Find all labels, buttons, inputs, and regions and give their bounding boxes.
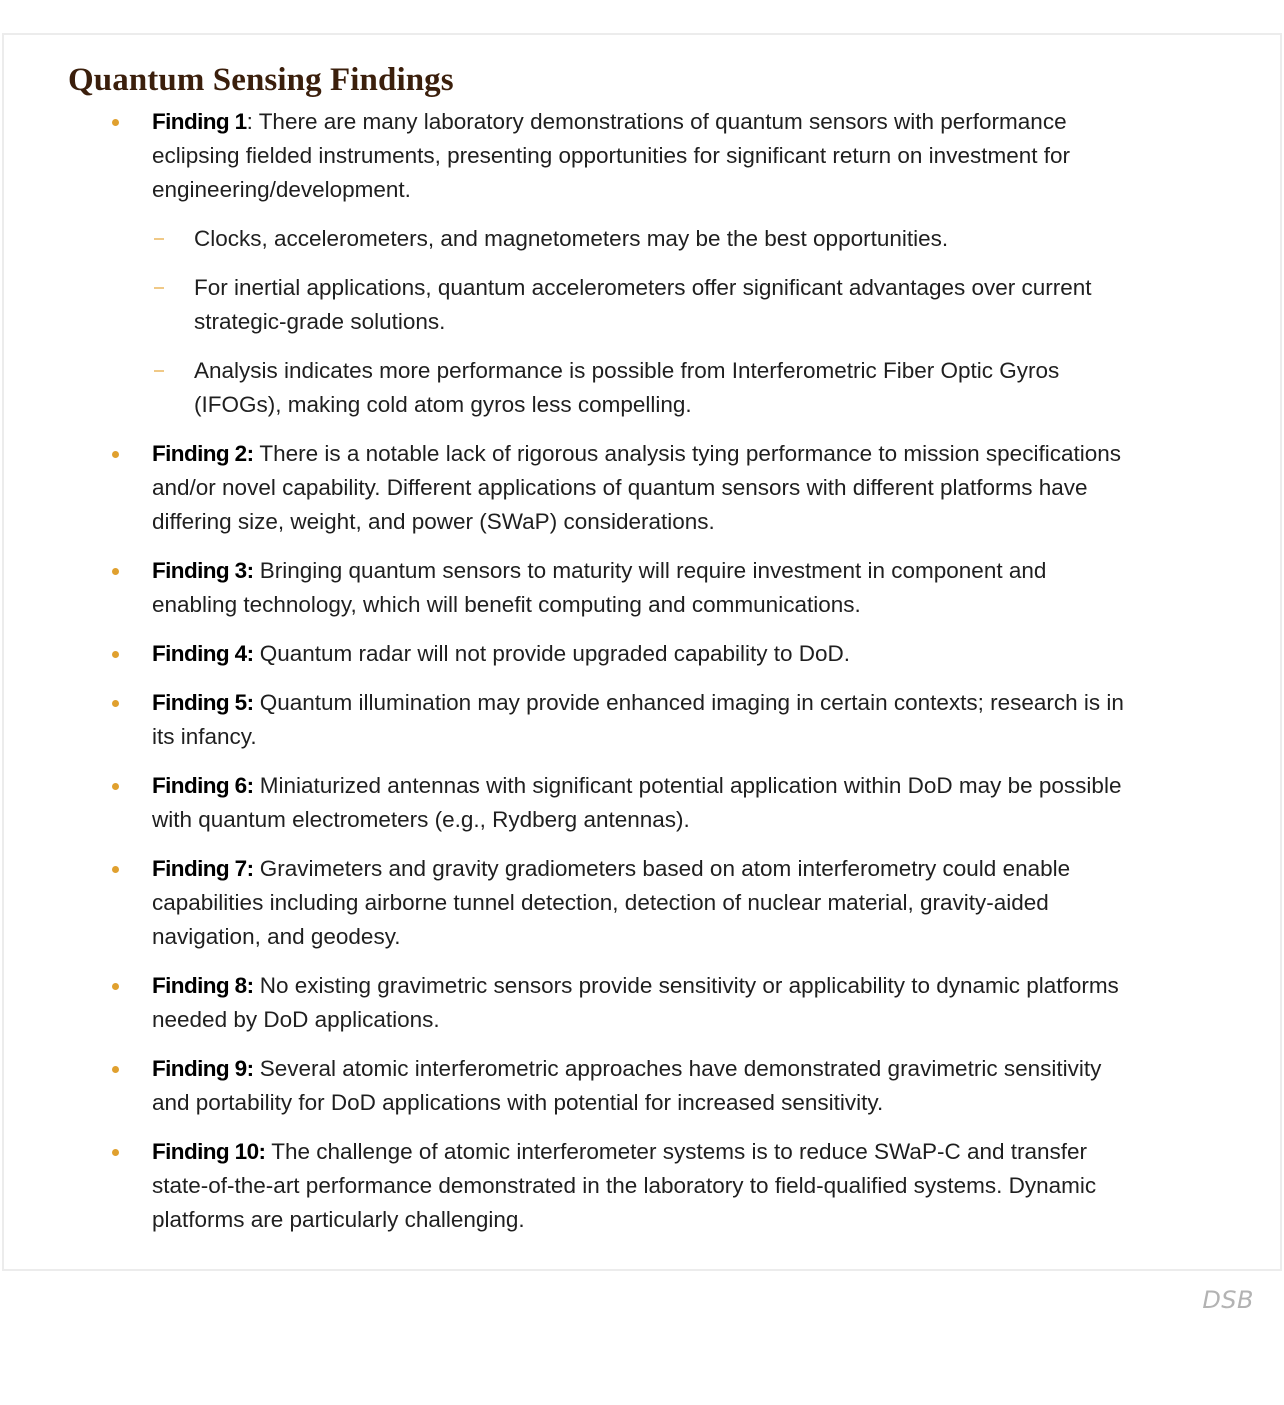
bullet-icon	[112, 1149, 119, 1156]
sub-findings-list	[152, 222, 1134, 422]
finding-item	[4, 437, 1284, 539]
findings-list	[4, 105, 1284, 1237]
finding-item	[4, 769, 1284, 837]
finding-label: Finding 2:	[152, 441, 254, 466]
finding-text: Miniaturized antennas with significant potential application within DoD may be possible with quantum electrometers (e.g., Rydberg antennas).	[152, 773, 1122, 832]
bullet-icon	[112, 866, 119, 873]
document-image	[2, 33, 1282, 1271]
finding-label: Finding 4:	[152, 641, 254, 666]
bullet-icon	[112, 983, 119, 990]
finding-label: Finding 9:	[152, 1056, 254, 1081]
bullet-icon	[112, 651, 119, 658]
sub-finding-item	[152, 354, 1134, 422]
finding-item	[4, 637, 1284, 671]
bullet-icon	[112, 451, 119, 458]
bullet-icon	[112, 1066, 119, 1073]
finding-label: Finding 1	[152, 109, 247, 134]
bullet-icon	[112, 568, 119, 575]
finding-label: Finding 5:	[152, 690, 254, 715]
finding-item	[4, 554, 1284, 622]
finding-label: Finding 8:	[152, 973, 254, 998]
document-title: Quantum Sensing Findings	[68, 62, 454, 98]
finding-text: The challenge of atomic interferometer systems is to reduce SWaP-C and transfer state-of-the-art performance demonstrated in the laboratory to field-qualified systems. Dynamic platforms are particularly challenging.	[152, 1139, 1097, 1232]
finding-label: Finding 3:	[152, 558, 254, 583]
finding-item	[4, 105, 1284, 422]
sub-finding-item	[152, 222, 1134, 256]
finding-text: No existing gravimetric sensors provide sensitivity or applicability to dynamic platforms needed by DoD applications.	[152, 973, 1119, 1032]
finding-label: Finding 6:	[152, 773, 254, 798]
finding-text: There is a notable lack of rigorous analysis tying performance to mission specifications and/or novel capability. Different applications of quantum sensors with different platforms have differing size, weight, and power (SWaP) considerations.	[152, 441, 1121, 534]
dash-bullet-icon	[154, 287, 164, 289]
finding-text: : There are many laboratory demonstrations of quantum sensors with performance eclipsing fielded instruments, presenting opportunities for significant return on investment for engineering/development.	[152, 109, 1070, 202]
sub-finding-item	[152, 271, 1134, 339]
bullet-icon	[112, 700, 119, 707]
bullet-icon	[112, 119, 119, 126]
bullet-icon	[112, 783, 119, 790]
finding-text: Bringing quantum sensors to maturity will require investment in component and enabling technology, which will benefit computing and communications.	[152, 558, 1047, 617]
finding-item	[4, 1052, 1284, 1120]
sub-finding-text: For inertial applications, quantum accelerometers offer significant advantages over current strategic-grade solutions.	[194, 275, 1092, 334]
image-credit: DSB	[1202, 1286, 1254, 1314]
finding-text: Quantum illumination may provide enhanced imaging in certain contexts; research is in its infancy.	[152, 690, 1124, 749]
finding-label: Finding 7:	[152, 856, 254, 881]
finding-text: Quantum radar will not provide upgraded capability to DoD.	[253, 641, 851, 666]
dash-bullet-icon	[154, 370, 164, 372]
finding-item	[4, 686, 1284, 754]
finding-item	[4, 852, 1284, 954]
finding-item	[4, 969, 1284, 1037]
sub-finding-text: Clocks, accelerometers, and magnetometers may be the best opportunities.	[194, 226, 949, 251]
sub-finding-text: Analysis indicates more performance is possible from Interferometric Fiber Optic Gyros (IFOGs), making cold atom gyros less compelling.	[194, 358, 1060, 417]
dash-bullet-icon	[154, 238, 164, 240]
finding-label: Finding 10:	[152, 1139, 266, 1164]
finding-text: Several atomic interferometric approaches have demonstrated gravimetric sensitivity and portability for DoD applications with potential for increased sensitivity.	[152, 1056, 1102, 1115]
finding-text: Gravimeters and gravity gradiometers based on atom interferometry could enable capabilities including airborne tunnel detection, detection of nuclear material, gravity-aided navigation, and geodesy.	[152, 856, 1071, 949]
finding-item	[4, 1135, 1284, 1237]
